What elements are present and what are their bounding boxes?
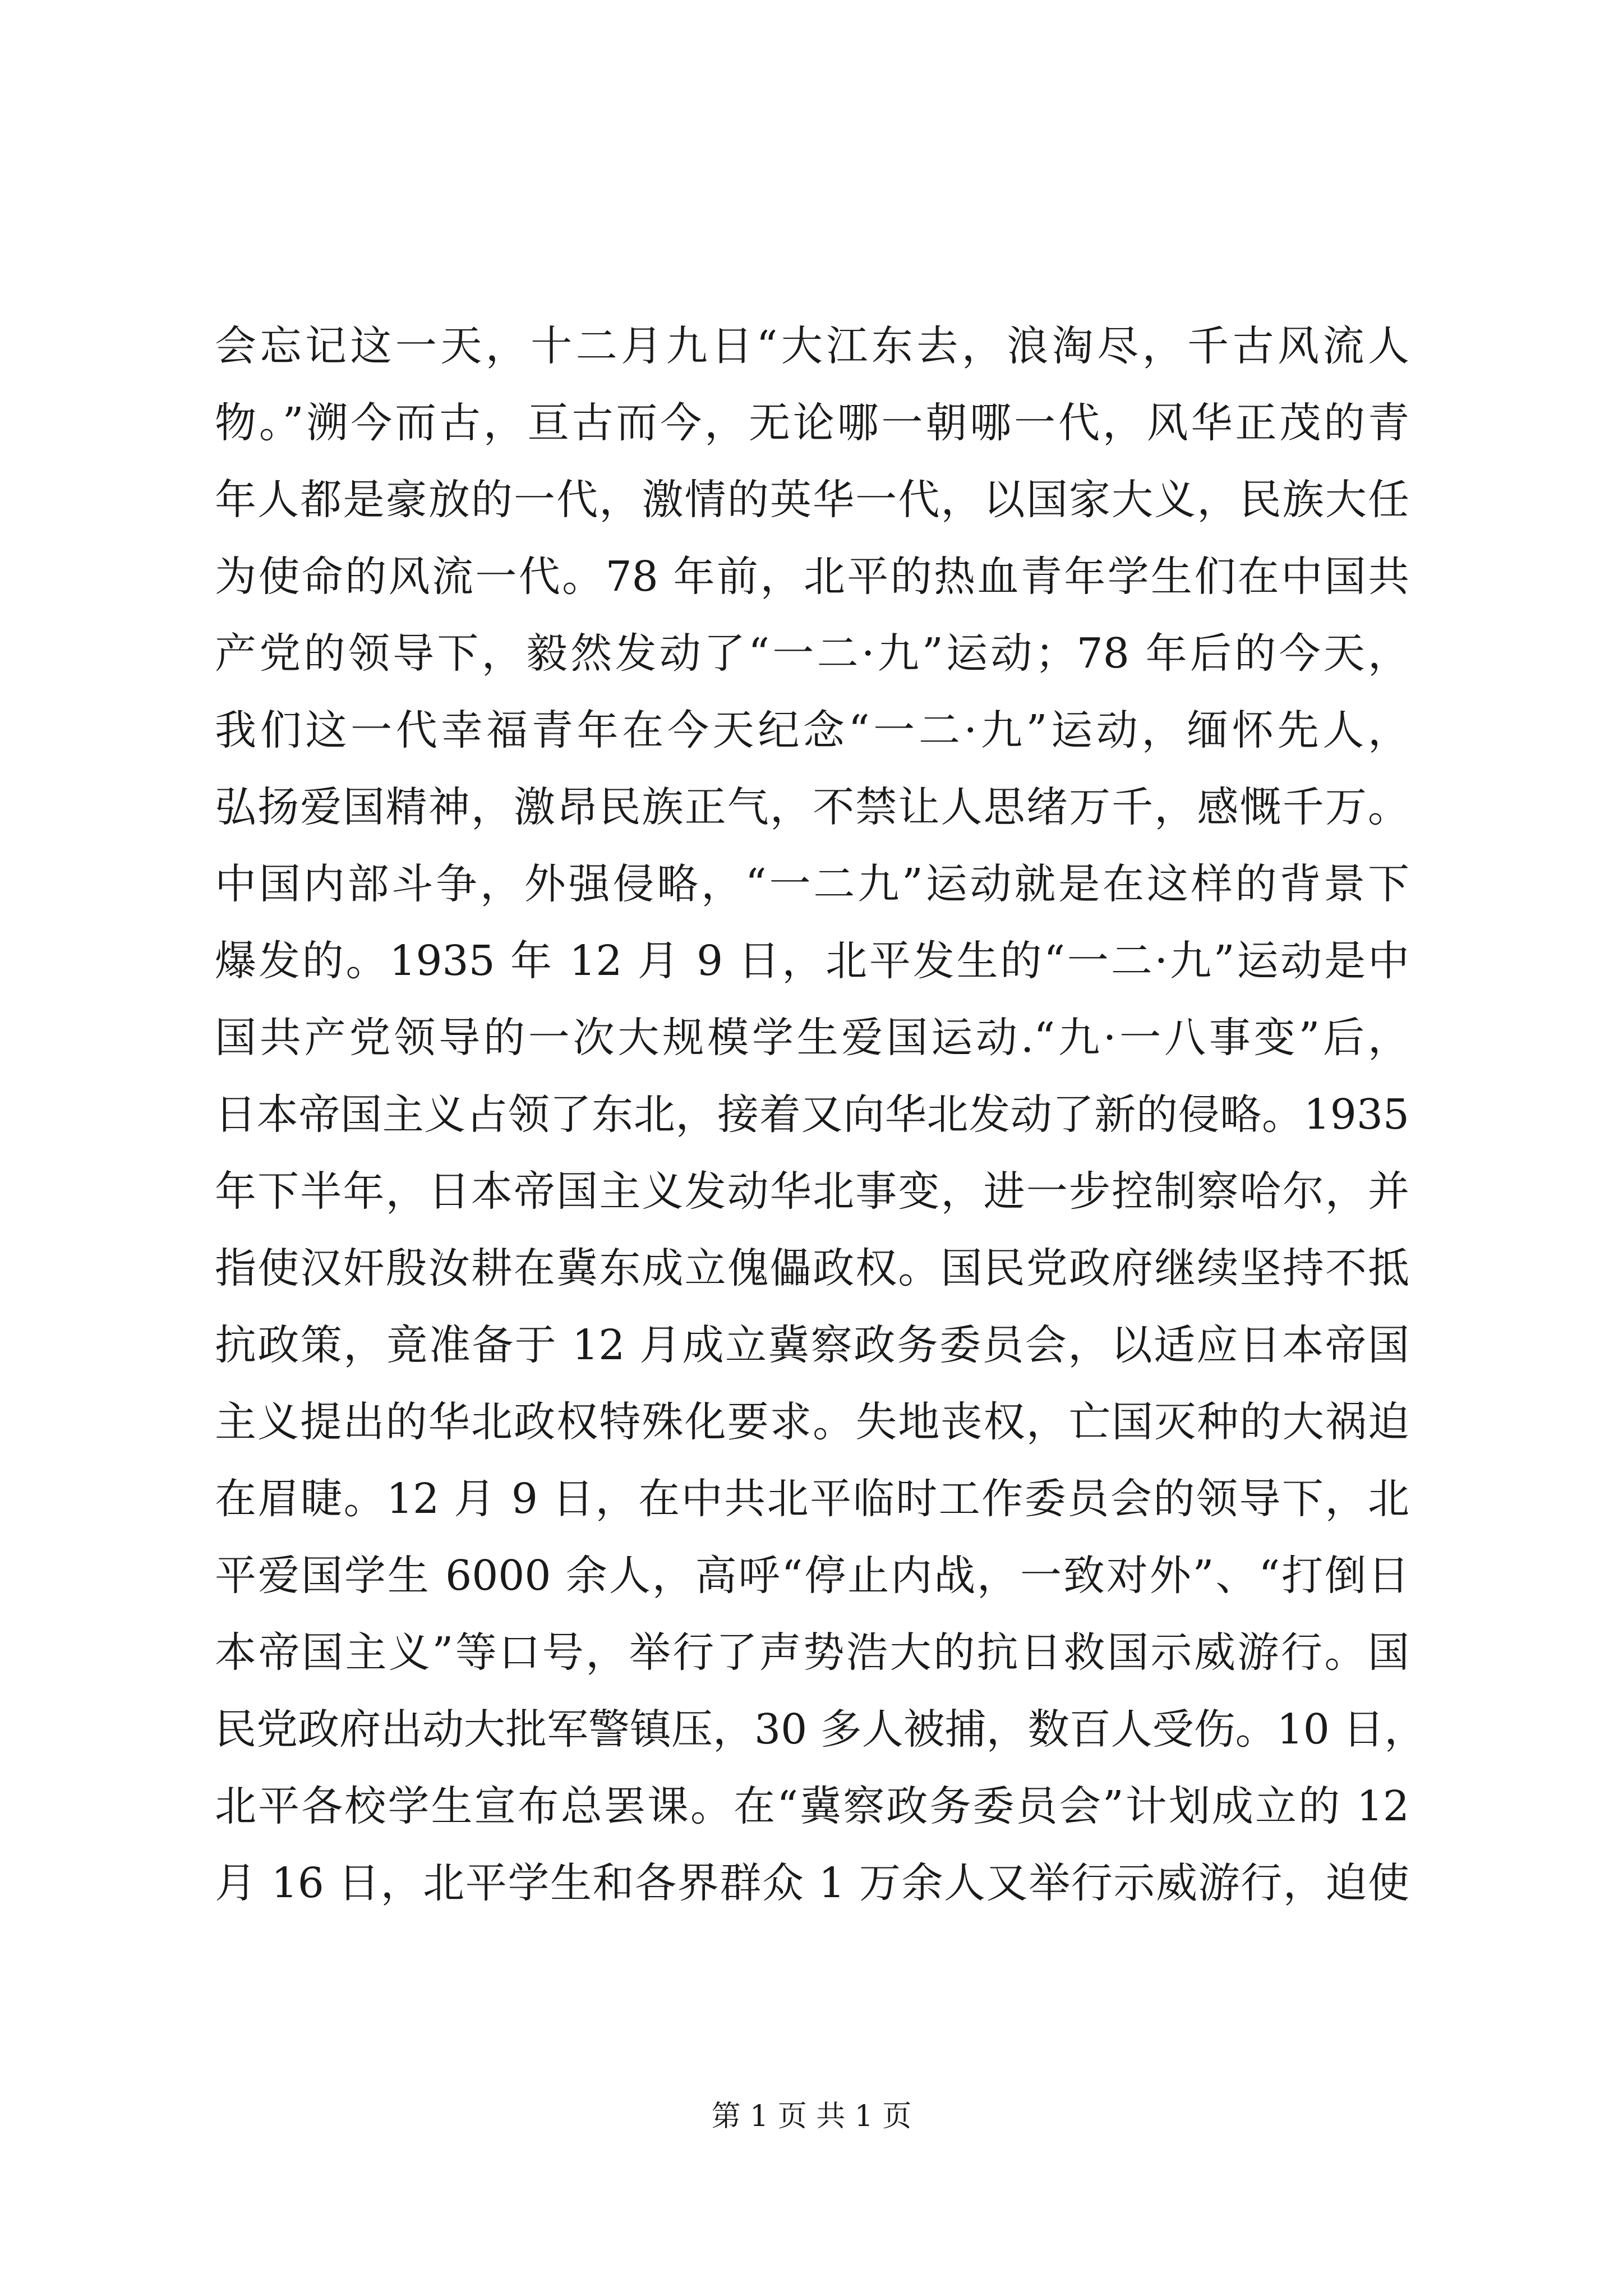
text-line: 月 16 日，北平学生和各界群众 1 万余人又举行示威游行，迫使 <box>215 1859 1409 1907</box>
text-line: 民党政府出动大批军警镇压，30 多人被捕，数百人受伤。10 日， <box>215 1705 1426 1754</box>
text-line: 北平各校学生宣布总罢课。在“冀察政务委员会”计划成立的 12 <box>215 1782 1409 1830</box>
text-line: 我们这一代幸福青年在今天纪念“一二·九”运动，缅怀先人， <box>215 706 1409 754</box>
text-line: 中国内部斗争，外强侵略，“一二九”运动就是在这样的背景下 <box>215 860 1409 908</box>
text-line: 物。”溯今而古，亘古而今，无论哪一朝哪一代，风华正茂的青 <box>215 399 1409 447</box>
text-line: 平爱国学生 6000 余人，高呼“停止内战，一致对外”、“打倒日 <box>215 1552 1409 1600</box>
body-text <box>215 308 1426 1922</box>
text-line: 指使汉奸殷汝耕在冀东成立傀儡政权。国民党政府继续坚持不抵 <box>215 1244 1409 1292</box>
text-line: 日本帝国主义占领了东北，接着又向华北发动了新的侵略。1935 <box>215 1091 1409 1139</box>
text-line: 主义提出的华北政权特殊化要求。失地丧权，亡国灭种的大祸迫 <box>215 1398 1409 1446</box>
text-line: 国共产党领导的一次大规模学生爱国运动.“九·一八事变”后， <box>215 1014 1409 1062</box>
text-line: 本帝国主义”等口号，举行了声势浩大的抗日救国示威游行。国 <box>215 1628 1409 1677</box>
text-line: 产党的领导下，毅然发动了“一二·九”运动；78 年后的今天， <box>215 629 1409 678</box>
text-line: 年人都是豪放的一代，激情的英华一代，以国家大义，民族大任 <box>215 476 1409 524</box>
text-line: 为使命的风流一代。78 年前，北平的热血青年学生们在中国共 <box>215 553 1409 601</box>
page-footer: 第 1 页 共 1 页 <box>711 2100 912 2133</box>
text-line: 爆发的。1935 年 12 月 9 日，北平发生的“一二·九”运动是中 <box>215 937 1409 985</box>
text-line: 抗政策，竟准备于 12 月成立冀察政务委员会，以适应日本帝国 <box>215 1321 1409 1369</box>
text-line: 会忘记这一天，十二月九日“大江东去，浪淘尽，千古风流人 <box>215 322 1409 370</box>
text-line: 弘扬爱国精神，激昂民族正气，不禁让人思绪万千，感慨千万。 <box>215 783 1409 831</box>
text-line: 年下半年，日本帝国主义发动华北事变，进一步控制察哈尔，并 <box>215 1167 1409 1216</box>
text-line: 在眉睫。12 月 9 日，在中共北平临时工作委员会的领导下，北 <box>215 1475 1409 1523</box>
